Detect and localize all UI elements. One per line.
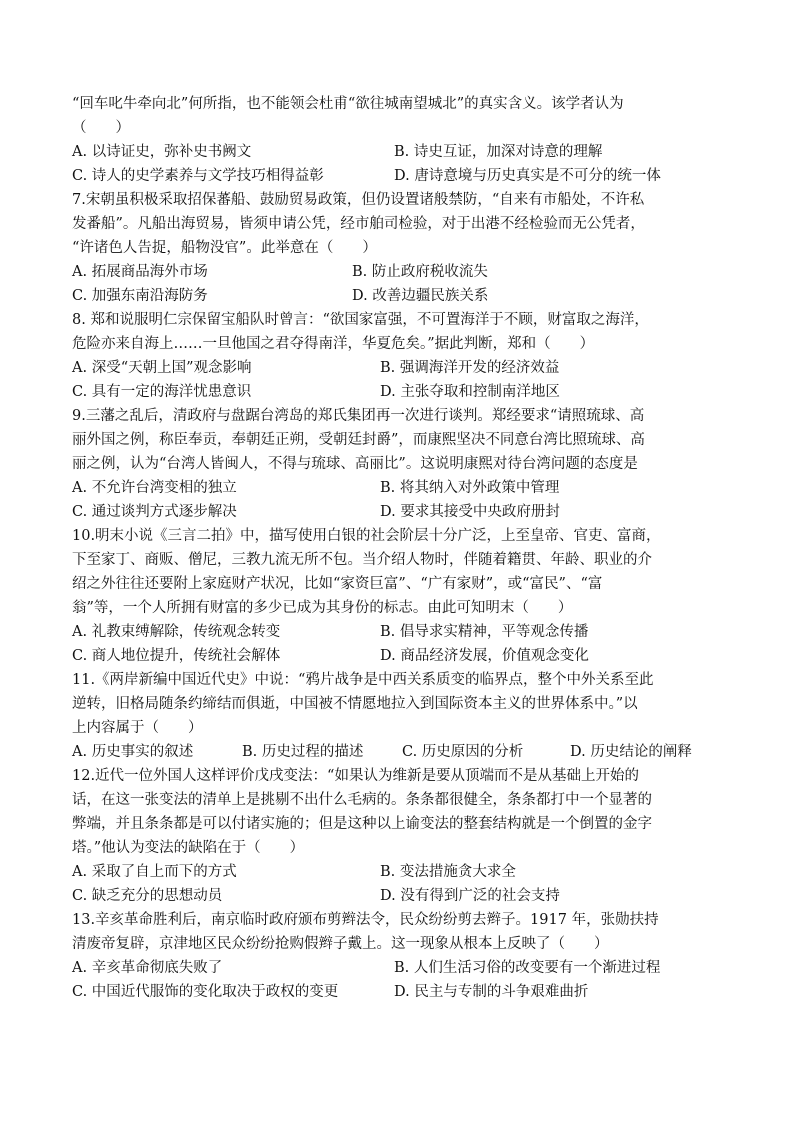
- question-text-line: 清废帝复辟，京津地区民众纷纷抢购假辫子戴上。这一现象从根本上反映了（ ）: [72, 936, 609, 952]
- option-c[interactable]: C. 商人地位提升，传统社会解体: [72, 648, 281, 664]
- exam-page: [72, 92, 722, 1004]
- question-text-line: 危险亦来自海上……一旦他国之君夺得南洋，华夏危矣。”据此判断，郑和（ ）: [72, 336, 595, 352]
- question-text-line: 发番船”。凡船出海贸易，皆须申请公凭，经市舶司检验，对于出港不经检验而无公凭者，: [72, 216, 645, 232]
- option-row: [72, 980, 722, 1004]
- option-b[interactable]: B. 强调海洋开发的经济效益: [380, 360, 560, 376]
- option-b[interactable]: B. 诗史互证，加深对诗意的理解: [394, 144, 603, 160]
- option-row: [72, 284, 722, 308]
- option-c[interactable]: C. 加强东南沿海防务: [72, 288, 208, 304]
- question-text-line: 11.《两岸新编中国近代史》中说：“鸦片战争是中西关系质变的临界点，整个中外关系至此: [72, 672, 654, 688]
- option-d[interactable]: D. 商品经济发展，价值观念变化: [380, 648, 589, 664]
- option-c[interactable]: C. 诗人的史学素养与文学技巧相得益彰: [72, 168, 324, 184]
- question-text-line: “许诸色人告捉，船物没官”。此举意在（ ）: [72, 240, 377, 256]
- option-d[interactable]: D. 主张夺取和控制南洋地区: [380, 384, 560, 400]
- question-text-line: 弊端，并且条条都是可以付诸实施的；但是这种以上谕变法的整套结构就是一个倒置的金字: [72, 816, 652, 832]
- question-text-line: 10.明末小说《三言二拍》中，描写使用白银的社会阶层十分广泛，上至皇帝、官吏、富商，: [72, 528, 661, 544]
- option-a[interactable]: A. 历史事实的叙述: [72, 744, 194, 760]
- answer-blank: （ ）: [72, 120, 130, 136]
- question-text-line: 7.宋朝虽积极采取招保蕃船、鼓励贸易政策，但仍设置诸般禁防，“自来有市船处，不许私: [72, 192, 645, 208]
- option-a[interactable]: A. 深受“天朝上国”观念影响: [72, 360, 252, 376]
- question-text-line: 丽之例，认为“台湾人皆闽人，不得与琉球、高丽比”。这说明康熙对待台湾问题的态度是: [72, 456, 638, 472]
- option-c[interactable]: C. 历史原因的分析: [402, 744, 524, 760]
- option-row: [72, 644, 722, 668]
- option-row: [72, 884, 722, 908]
- option-a[interactable]: A. 不允许台湾变相的独立: [72, 480, 237, 496]
- question-text-line: 9.三藩之乱后，清政府与盘踞台湾岛的郑氏集团再一次进行谈判。郑经要求“请照琉球、高: [72, 408, 645, 424]
- question-text-line: 下至家丁、商贩、僧尼，三教九流无所不包。当介绍人物时，伴随着籍贯、年龄、职业的介: [72, 552, 652, 568]
- question-text-line: 12.近代一位外国人这样评价戊戌变法：“如果认为维新是要从顶端而不是从基础上开始的: [72, 768, 639, 784]
- option-row: [72, 956, 722, 980]
- question-text-line: 8. 郑和说服明仁宗保留宝船队时曾言：“欲国家富强，不可置海洋于不顾，财富取之海洋，: [72, 312, 649, 328]
- option-d[interactable]: D. 没有得到广泛的社会支持: [380, 888, 560, 904]
- question-text-line: “回车叱牛牵向北”何所指，也不能领会杜甫“欲往城南望城北”的真实含义。该学者认为: [72, 96, 624, 112]
- option-row: [72, 620, 722, 644]
- option-d[interactable]: D. 民主与专制的斗争艰难曲折: [394, 984, 589, 1000]
- question-text-line: 话，在这一张变法的清单上是挑剔不出什么毛病的。条条都很健全，条条都打中一个显著的: [72, 792, 652, 808]
- option-c[interactable]: C. 缺乏充分的思想动员: [72, 888, 223, 904]
- question-8: [72, 308, 722, 404]
- option-b[interactable]: B. 历史过程的描述: [242, 744, 364, 760]
- question-text-line: 翁”等，一个人所拥有财富的多少已成为其身份的标志。由此可知明末（ ）: [72, 600, 573, 616]
- question-10: [72, 524, 722, 668]
- question-text-line: 丽外国之例，称臣奉贡，奉朝廷正朔，受朝廷封爵”，而康熙坚决不同意台湾比照琉球、高: [72, 432, 645, 448]
- option-row: [72, 356, 722, 380]
- question-13: [72, 908, 722, 1004]
- option-a[interactable]: A. 采取了自上而下的方式: [72, 864, 237, 880]
- option-a[interactable]: A. 拓展商品海外市场: [72, 264, 208, 280]
- option-d[interactable]: D. 唐诗意境与历史真实是不可分的统一体: [394, 168, 661, 184]
- option-a[interactable]: A. 辛亥革命彻底失败了: [72, 960, 223, 976]
- option-b[interactable]: B. 防止政府税收流失: [352, 264, 488, 280]
- option-b[interactable]: B. 倡导求实精神，平等观念传播: [380, 624, 589, 640]
- option-b[interactable]: B. 将其纳入对外政策中管理: [380, 480, 560, 496]
- option-c[interactable]: C. 中国近代服饰的变化取决于政权的变更: [72, 984, 339, 1000]
- option-a[interactable]: A. 礼教束缚解除，传统观念转变: [72, 624, 281, 640]
- question-6-tail: [72, 92, 722, 188]
- question-text-line: 绍之外往往还要附上家庭财产状况，比如“家资巨富”、“广有家财”，或“富民”、“富: [72, 576, 603, 592]
- option-d[interactable]: D. 要求其接受中央政府册封: [380, 504, 560, 520]
- option-row: [72, 860, 722, 884]
- option-row: [72, 740, 722, 764]
- question-text-line: 上内容属于（ ）: [72, 720, 203, 736]
- question-7: [72, 188, 722, 308]
- option-c[interactable]: C. 通过谈判方式逐步解决: [72, 504, 237, 520]
- option-row: [72, 476, 722, 500]
- question-9: [72, 404, 722, 524]
- option-row: [72, 164, 722, 188]
- option-row: [72, 140, 722, 164]
- question-text-line: 塔。”他认为变法的缺陷在于（ ）: [72, 840, 305, 856]
- option-a[interactable]: A. 以诗证史，弥补史书阙文: [72, 144, 252, 160]
- option-d[interactable]: D. 历史结论的阐释: [570, 744, 692, 760]
- question-text-line: 13.辛亥革命胜利后，南京临时政府颁布剪辫法令，民众纷纷剪去辫子。1917 年，张勋扶持: [72, 912, 659, 928]
- question-11: [72, 668, 722, 764]
- option-c[interactable]: C. 具有一定的海洋忧患意识: [72, 384, 252, 400]
- option-row: [72, 260, 722, 284]
- question-12: [72, 764, 722, 908]
- option-row: [72, 500, 722, 524]
- option-b[interactable]: B. 人们生活习俗的改变要有一个渐进过程: [394, 960, 661, 976]
- option-row: [72, 380, 722, 404]
- option-b[interactable]: B. 变法措施贪大求全: [380, 864, 516, 880]
- question-text-line: 逆转，旧格局随条约缔结而俱逝，中国被不情愿地拉入到国际资本主义的世界体系中。”以: [72, 696, 638, 712]
- option-d[interactable]: D. 改善边疆民族关系: [352, 288, 489, 304]
